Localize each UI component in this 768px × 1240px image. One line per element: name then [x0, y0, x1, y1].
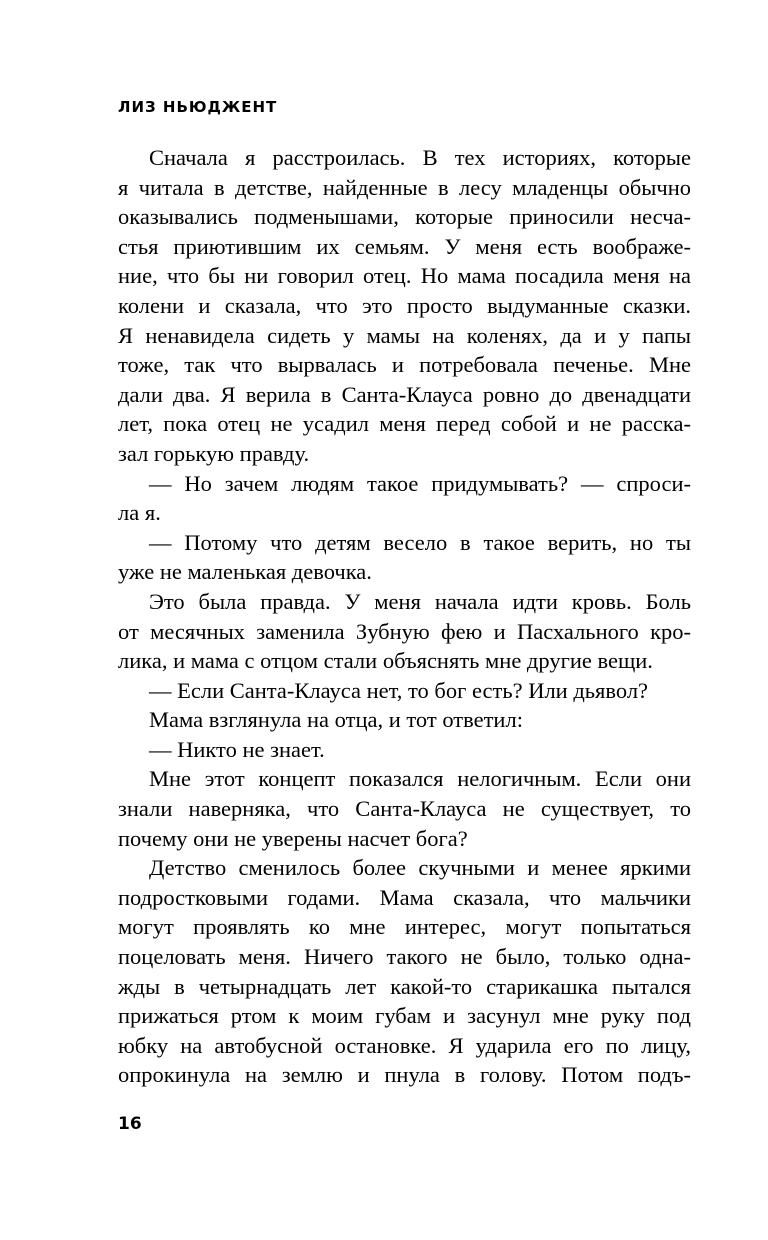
text-line: почему они не уверены насчет бога? [118, 825, 468, 851]
text-line: Это была правда. У меня начала идти кровь. Боль [149, 588, 691, 614]
text-line: зал горькую правду. [118, 440, 310, 466]
text-line: Детство сменилось более скучными и менее яркими [149, 855, 691, 881]
text-line: ние, что бы ни говорил отец. Но мама посадила меня на [118, 263, 691, 289]
text-line: лет, пока отец не усадил меня перед собой и не расска- [118, 411, 691, 437]
text-line: Сначала я расстроилась. В тех историях, которые [149, 145, 691, 170]
text-line: оказывались подменышами, которые приносили несча- [118, 204, 691, 230]
text-line: уже не маленькая девочка. [118, 559, 372, 585]
text-line: я читала в детстве, найденные в лесу младенцы обычно [118, 174, 691, 200]
page-number: 16 [118, 1114, 142, 1134]
text-line: юбку на автобусной остановке. Я ударила его по лицу, [118, 1032, 691, 1058]
text-line: лика, и мама с отцом стали объяснять мне другие вещи. [118, 648, 653, 674]
text-line: подростковыми годами. Мама сказала, что мальчики [118, 884, 691, 910]
text-line: дали два. Я верила в Санта-Клауса ровно до двенадцати [118, 381, 691, 407]
text-line: — Потому что детям весело в такое верить, но ты [149, 529, 691, 555]
text-line: знали наверняка, что Санта-Клауса не существует, то [118, 796, 691, 822]
text-line: — Если Санта-Клауса нет, то бог есть? Или дьявол? [149, 677, 649, 703]
text-line: колени и сказала, что это просто выдуманные сказки. [118, 292, 691, 318]
text-line: стья приютившим их семьям. У меня есть воображе- [118, 233, 691, 259]
text-line: прижаться ртом к моим губам и засунул мне руку под [118, 1003, 691, 1029]
running-header-author: ЛИЗ НЬЮДЖЕНТ [118, 98, 278, 116]
body-text [118, 143, 691, 1090]
text-line: поцеловать меня. Ничего такого не было, только одна- [118, 944, 691, 970]
text-line: — Никто не знает. [149, 736, 325, 762]
text-line: жды в четырнадцать лет какой-то старикашка пытался [118, 973, 691, 999]
text-line: могут проявлять ко мне интерес, могут попытаться [118, 914, 691, 940]
text-line: Я ненавидела сидеть у мамы на коленях, да и у папы [118, 322, 691, 348]
text-line: от месячных заменила Зубную фею и Пасхального кро- [118, 618, 691, 644]
text-line: — Но зачем людям такое придумывать? — спроси- [149, 470, 691, 496]
text-line: Мне этот концепт показался нелогичным. Если они [149, 766, 691, 792]
text-line: ла я. [118, 500, 161, 526]
text-line: опрокинула на землю и пнула в голову. Потом подъ- [118, 1062, 691, 1088]
text-line: тоже, так что вырвалась и потребовала печенье. Мне [118, 352, 691, 378]
text-line: Мама взглянула на отца, и тот ответил: [149, 707, 523, 733]
